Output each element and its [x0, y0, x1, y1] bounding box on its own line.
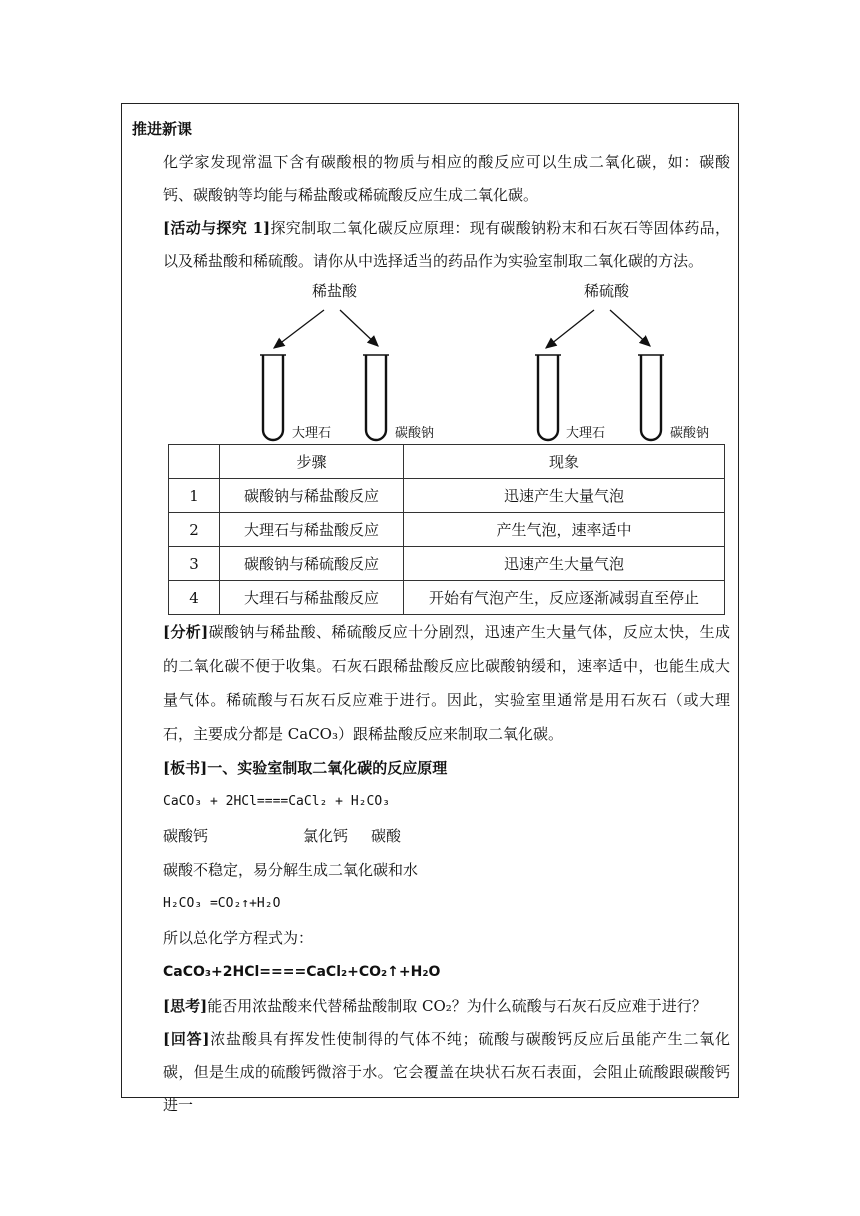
table-header-cell: 步骤	[220, 445, 404, 479]
board-paragraph	[132, 751, 730, 785]
think-tag: [思考]	[163, 997, 208, 1015]
answer-paragraph	[132, 1023, 730, 1122]
table-row	[169, 547, 725, 581]
acid-label-right: 稀硫酸	[584, 282, 630, 300]
table-cell: 大理石与稀盐酸反应	[220, 513, 404, 547]
total-label: 所以总化学方程式为：	[163, 929, 314, 947]
section-heading: 推进新课	[132, 120, 193, 138]
analysis-tag: [分析]	[163, 623, 209, 641]
table-row	[169, 581, 725, 615]
unstable-note: 碳酸不稳定，易分解生成二氧化碳和水	[163, 861, 419, 879]
answer-text: 浓盐酸具有挥发性使制得的气体不纯；硫酸与碳酸钙反应后虽能产生二氧化碳，但是生成的硫酸钙微溶于水。它会覆盖在块状石灰石表面，会阻止硫酸跟碳酸钙进一	[163, 1030, 730, 1114]
analysis-paragraph	[132, 615, 730, 751]
table-header-cell	[169, 445, 220, 479]
test-tube-diagram	[132, 278, 730, 444]
activity-tag: [活动与探究 1]	[163, 219, 271, 237]
tube-label-4: 碳酸钠	[670, 426, 710, 441]
intro-text: 化学家发现常温下含有碳酸根的物质与相应的酸反应可以生成二氧化碳，如：碳酸钙、碳酸钠等均能与稀盐酸或稀硫酸反应生成二氧化碳。	[163, 153, 730, 204]
table-row	[169, 513, 725, 547]
table-cell: 碳酸钠与稀盐酸反应	[220, 479, 404, 513]
activity-text: 探究制取二氧化碳反应原理：现有碳酸钠粉末和石灰石等固体药品，以及稀盐酸和稀硫酸。请你从中选择适当的药品作为实验室制取二氧化碳的方法。	[163, 219, 730, 270]
board-text: 一、实验室制取二氧化碳的反应原理	[207, 759, 448, 777]
tube-label-2: 碳酸钠	[395, 426, 435, 441]
think-text: 能否用浓盐酸来代替稀盐酸制取 CO₂？为什么硫酸与石灰石反应难于进行？	[207, 997, 707, 1015]
analysis-text: 碳酸钠与稀盐酸、稀硫酸反应十分剧烈，迅速产生大量气体，反应太快，生成的二氧化碳不便于收集。石灰石跟稀盐酸反应比碳酸钠缓和，速率适中，也能生成大量气体。稀硫酸与石灰石反应难于进行。因此，实验室里通常是用石灰石（或大理石，主要成分都是 CaCO₃）跟稀盐酸反应来制取二氧化碳。	[163, 623, 730, 743]
table-cell: 4	[169, 581, 220, 615]
intro-paragraph	[132, 146, 730, 212]
table-header-row	[169, 445, 725, 479]
table-cell: 产生气泡，速率适中	[404, 513, 725, 547]
experiment-table	[168, 444, 725, 615]
table-cell: 碳酸钠与稀硫酸反应	[220, 547, 404, 581]
name-carbonic-acid: 碳酸	[371, 827, 402, 845]
tube-label-3: 大理石	[566, 426, 606, 441]
table-cell: 大理石与稀盐酸反应	[220, 581, 404, 615]
activity-paragraph	[132, 212, 730, 278]
acid-label-left: 稀盐酸	[312, 282, 358, 300]
arrows-left	[274, 310, 378, 348]
name-calcium-chloride: 氯化钙	[303, 827, 349, 845]
table-cell: 迅速产生大量气泡	[404, 547, 725, 581]
equation-1: CaCO₃ + 2HCl====CaCl₂ + H₂CO₃	[163, 794, 390, 809]
tube-label-1: 大理石	[292, 426, 332, 441]
diagram-drawing	[132, 278, 730, 444]
name-calcium-carbonate: 碳酸钙	[163, 827, 209, 845]
table-cell: 迅速产生大量气泡	[404, 479, 725, 513]
lesson-content	[132, 112, 730, 1122]
equation-1-names	[132, 819, 730, 853]
table-row	[169, 479, 725, 513]
think-paragraph	[132, 989, 730, 1023]
table-cell: 开始有气泡产生，反应逐渐减弱直至停止	[404, 581, 725, 615]
arrows-right	[546, 310, 650, 348]
table-header-cell: 现象	[404, 445, 725, 479]
lesson-frame	[121, 103, 739, 1114]
table-cell: 2	[169, 513, 220, 547]
table-cell: 1	[169, 479, 220, 513]
answer-tag: [回答]	[163, 1030, 210, 1048]
equation-total: CaCO₃+2HCl====CaCl₂+CO₂↑+H₂O	[163, 964, 441, 980]
table-cell: 3	[169, 547, 220, 581]
equation-2: H₂CO₃ =CO₂↑+H₂O	[163, 896, 281, 911]
board-tag: [板书]	[163, 759, 208, 777]
